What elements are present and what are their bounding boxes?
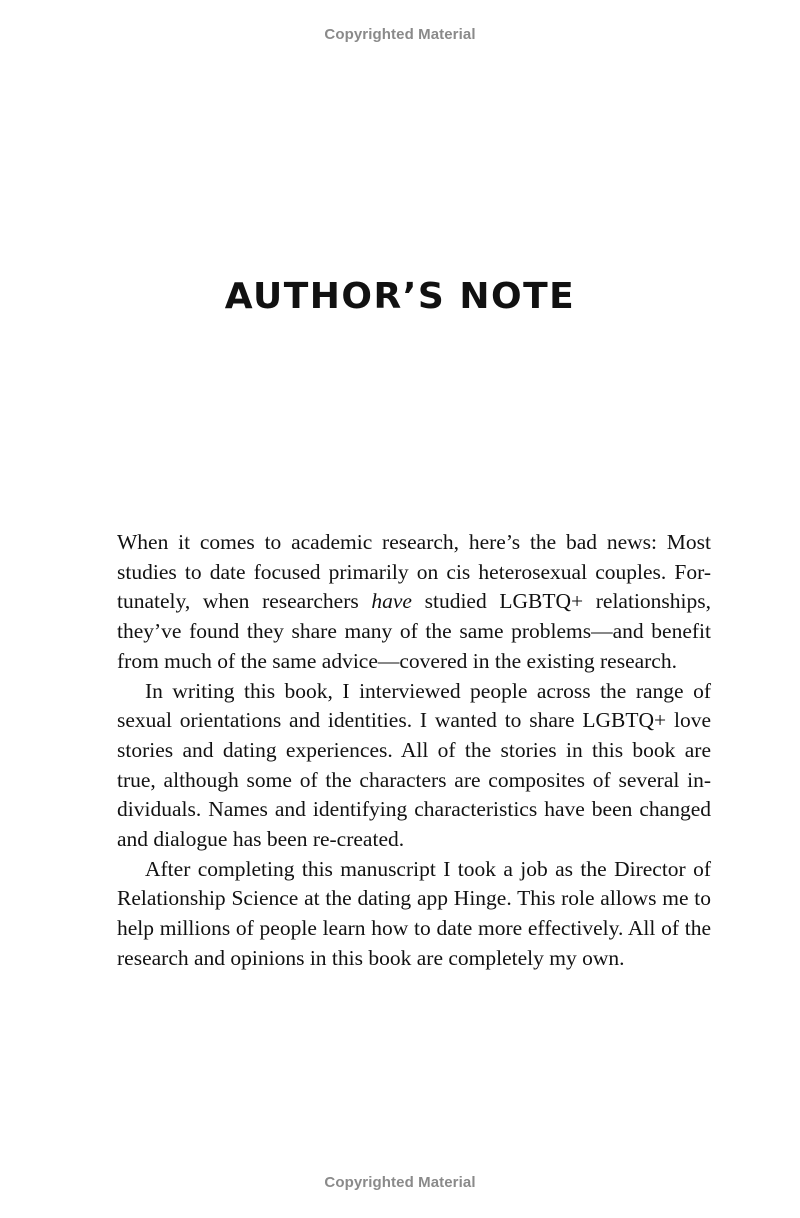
text-line: help millions of people learn how to date more effectively. All of the xyxy=(117,916,711,941)
paragraph-1 xyxy=(117,528,711,677)
body-text xyxy=(117,528,711,974)
text-line xyxy=(117,587,711,617)
text-line: studies to date focused primarily on cis heterosexual couples. For- xyxy=(117,559,711,584)
text-line: Relationship Science at the dating app Hinge. This role allows me to xyxy=(117,886,711,911)
text-line: and dialogue has been re-created. xyxy=(117,827,405,852)
text-segment: studied LGBTQ+ relationships, xyxy=(411,589,711,614)
text-line: stories and dating experiences. All of the stories in this book are xyxy=(117,737,711,762)
watermark-bottom: Copyrighted Material xyxy=(324,1174,476,1191)
emphasis-text: have xyxy=(371,589,412,614)
text-segment: tunately, when researchers xyxy=(117,589,372,614)
text-line: from much of the same advice—covered in the existing research. xyxy=(117,648,677,673)
page-title: AUTHOR’S NOTE xyxy=(224,276,576,317)
text-line: After completing this manuscript I took a job as the Director of xyxy=(145,856,711,881)
text-line: research and opinions in this book are completely my own. xyxy=(117,945,625,970)
paragraph-2 xyxy=(117,677,711,855)
paragraph-3 xyxy=(117,855,711,974)
text-line: dividuals. Names and identifying characteristics have been changed xyxy=(117,797,711,822)
text-line: When it comes to academic research, here’s the bad news: Most xyxy=(117,530,711,554)
text-line: true, although some of the characters are composites of several in- xyxy=(117,767,711,792)
text-line: In writing this book, I interviewed people across the range of xyxy=(145,678,711,703)
text-line: sexual orientations and identities. I wanted to share LGBTQ+ love xyxy=(117,708,711,733)
text-line: they’ve found they share many of the same problems—and benefit xyxy=(117,619,711,644)
watermark-top: Copyrighted Material xyxy=(324,26,476,43)
